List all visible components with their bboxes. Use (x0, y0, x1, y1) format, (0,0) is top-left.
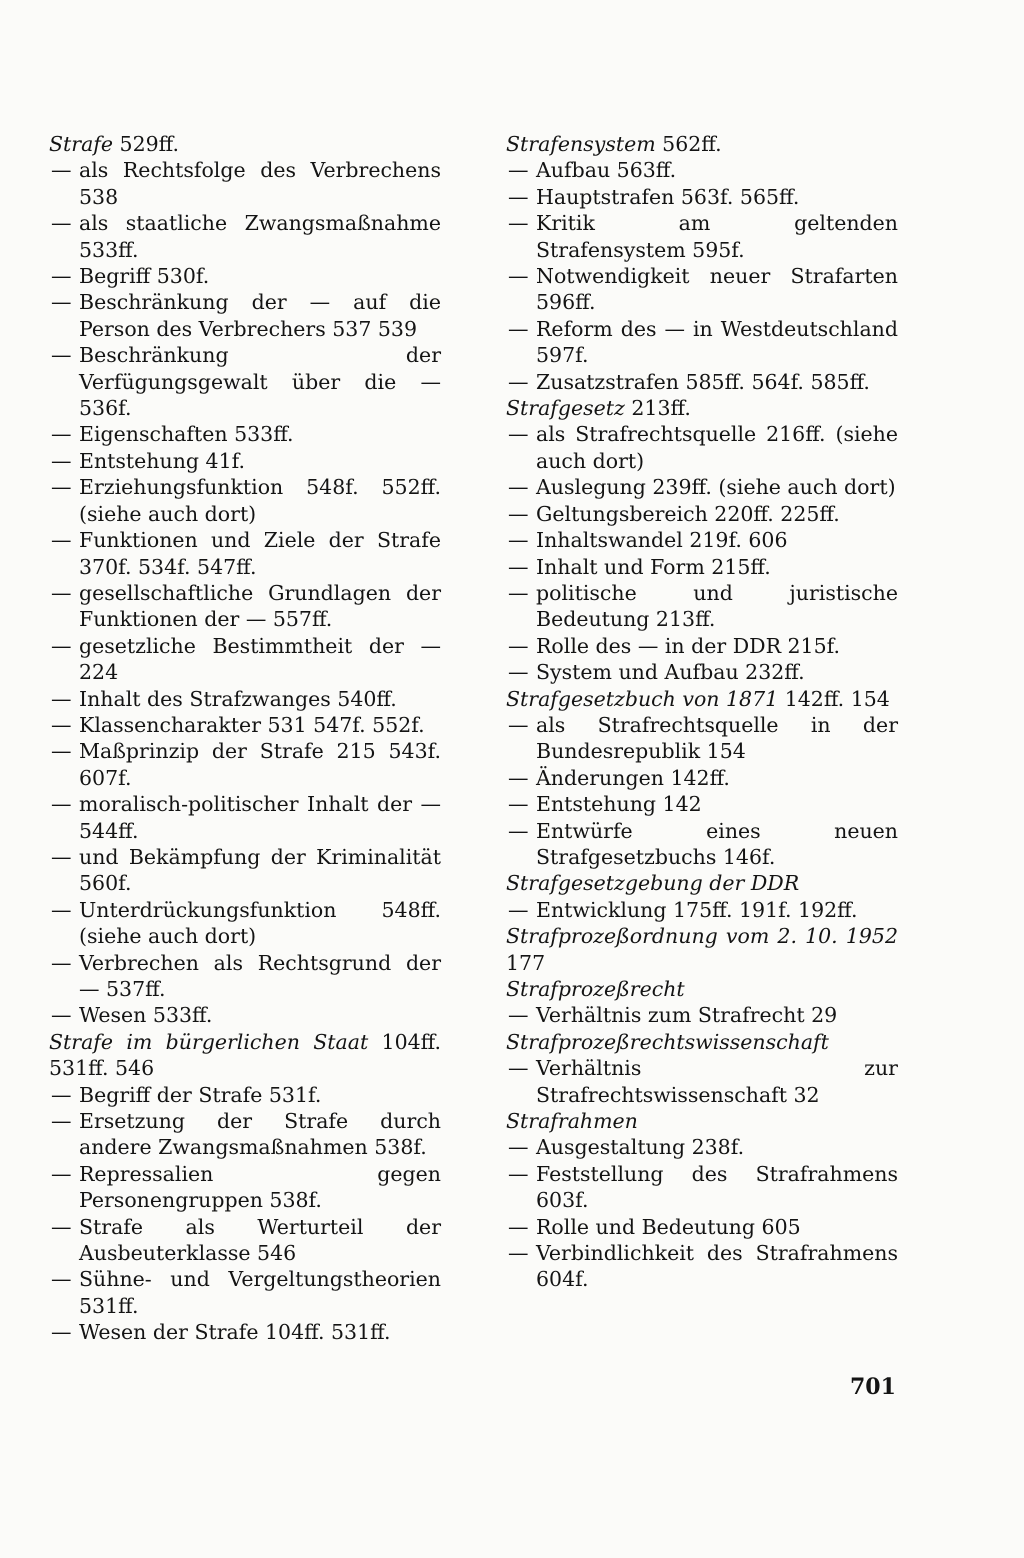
index-subentry-text: System und Aufbau 232ff. (536, 660, 805, 685)
index-subentry-text: Unterdrückungsfunktion 548ff. (siehe auch dort) (79, 897, 441, 949)
dash-marker: — (508, 633, 529, 658)
dash-marker: — (51, 633, 72, 658)
index-subentry-text: Verbrechen als Rechtsgrund der — 537ff. (79, 950, 441, 1001)
index-subentry (506, 527, 898, 553)
dash-marker: — (508, 211, 529, 236)
dash-marker: — (508, 1241, 529, 1266)
index-subentry-text: Wesen 533ff. (79, 1003, 213, 1028)
index-subentry (49, 342, 441, 421)
dash-marker: — (508, 422, 529, 447)
index-subentry (506, 818, 898, 871)
index-subentry-text: Verhältnis zum Strafrecht 29 (536, 1003, 838, 1028)
index-subentry-text: Kritik am geltenden Strafensystem 595f. (536, 211, 898, 262)
index-subentry-text: Ersetzung der Strafe durch andere Zwangsmaßnahmen 538f. (79, 1109, 441, 1160)
index-subentry-text: Erziehungsfunktion 548f. 552ff. (siehe auch dort) (79, 475, 441, 526)
index-subentry-text: Strafe als Werturteil der Ausbeuterklasse 546 (79, 1214, 441, 1266)
index-heading (506, 1108, 898, 1134)
dash-marker: — (508, 369, 529, 394)
dash-marker: — (508, 316, 529, 341)
index-column-left (49, 131, 441, 1346)
dash-marker: — (508, 712, 529, 737)
index-subentry-text: Geltungsbereich 220ff. 225ff. (536, 501, 840, 526)
dash-marker: — (508, 1135, 529, 1160)
index-subentry (506, 184, 898, 210)
index-subentry (49, 791, 441, 844)
index-subentry (49, 1108, 441, 1161)
dash-marker: — (51, 950, 72, 975)
dash-marker: — (508, 184, 529, 209)
dash-marker: — (51, 264, 72, 289)
index-subentry (49, 686, 441, 712)
index-subentry-text: Verhältnis zur Strafrechtswissenschaft 32 (536, 1056, 898, 1107)
index-subentry-text: Reform des — in Westdeutschland 597f. (536, 316, 898, 368)
index-subentry-text: Rolle des — in der DDR 215f. (536, 633, 841, 658)
dash-marker: — (51, 712, 72, 737)
dash-marker: — (51, 1003, 72, 1028)
index-subentry (506, 421, 898, 474)
dash-marker: — (51, 1214, 72, 1239)
index-subentry-text: Beschränkung der Verfügungsgewalt über die — 536f. (79, 343, 441, 421)
index-heading-term: Strafe (49, 132, 114, 156)
index-subentry (49, 1002, 441, 1028)
index-subentry-text: Begriff 530f. (79, 264, 210, 289)
index-heading (506, 686, 898, 712)
dash-marker: — (51, 844, 72, 869)
dash-marker: — (508, 264, 529, 289)
index-subentry (506, 897, 898, 923)
index-subentry (49, 474, 441, 527)
index-subentry (49, 527, 441, 580)
index-subentry-text: Entstehung 142 (536, 792, 702, 817)
index-heading-term: Strafprozeßrecht (506, 977, 685, 1001)
dash-marker: — (508, 1214, 529, 1239)
index-subentry (49, 950, 441, 1003)
index-subentry-text: Entwürfe eines neuen Strafgesetzbuchs 146f. (536, 818, 898, 869)
index-subentry (506, 501, 898, 527)
dash-marker: — (51, 686, 72, 711)
dash-marker: — (51, 792, 72, 817)
index-subentry-text: Repressalien gegen Personengruppen 538f. (79, 1161, 441, 1213)
dash-marker: — (508, 528, 529, 553)
dash-marker: — (51, 1082, 72, 1107)
index-heading-term: Strafprozeßrechtswissenschaft (506, 1029, 829, 1054)
index-subentry (506, 1055, 898, 1108)
index-subentry (49, 1319, 441, 1345)
index-subentry (506, 1240, 898, 1293)
index-subentry-text: Ausgestaltung 238f. (536, 1135, 745, 1160)
index-subentry-text: Inhaltswandel 219f. 606 (536, 528, 788, 553)
index-subentry (506, 210, 898, 263)
index-heading (506, 1029, 898, 1055)
index-subentry-text: als Rechtsfolge des Verbrechens 538 (79, 158, 441, 209)
index-subentry (506, 633, 898, 659)
index-subentry (506, 580, 898, 633)
index-heading (506, 923, 898, 976)
index-subentry (506, 791, 898, 817)
index-heading-refs: 104ff. 531ff. 546 (49, 1029, 442, 1081)
index-subentry (506, 1214, 898, 1240)
dash-marker: — (51, 1161, 72, 1186)
dash-marker: — (51, 739, 72, 764)
dash-marker: — (508, 580, 529, 605)
index-subentry (49, 738, 441, 791)
index-subentry (49, 897, 441, 950)
index-subentry (49, 712, 441, 738)
index-subentry (506, 316, 898, 369)
index-heading (49, 131, 441, 157)
index-heading-term: Strafgesetz (506, 396, 625, 421)
index-heading-refs: 562ff. (655, 132, 722, 156)
index-heading-refs: 177 (506, 950, 546, 975)
dash-marker: — (51, 528, 72, 553)
index-subentry-text: Änderungen 142ff. (536, 765, 730, 790)
dash-marker: — (508, 818, 529, 843)
index-heading (506, 976, 898, 1002)
index-heading-term: Strafrahmen (506, 1109, 638, 1134)
index-subentry-text: moralisch-politischer Inhalt der — 544ff. (79, 792, 441, 843)
index-subentry (506, 554, 898, 580)
index-subentry-text: Notwendigkeit neuer Strafarten 596ff. (536, 264, 898, 315)
index-subentry (506, 1161, 898, 1214)
index-column-right (506, 131, 898, 1293)
index-subentry-text: als Strafrechtsquelle 216ff. (siehe auch dort) (536, 422, 898, 473)
index-subentry-text: Klassencharakter 531 547f. 552f. (79, 712, 425, 737)
index-subentry (506, 263, 898, 316)
index-subentry-text: Auslegung 239ff. (siehe auch dort) (536, 475, 896, 500)
index-subentry-text: Eigenschaften 533ff. (79, 422, 294, 447)
index-subentry (49, 263, 441, 289)
index-subentry (506, 474, 898, 500)
dash-marker: — (508, 765, 529, 790)
index-subentry (49, 1082, 441, 1108)
index-subentry (49, 1161, 441, 1214)
dash-marker: — (508, 897, 529, 922)
index-subentry-text: Maßprinzip der Strafe 215 543f. 607f. (79, 739, 441, 790)
index-subentry (506, 157, 898, 183)
index-subentry (506, 369, 898, 395)
index-heading-refs: 213ff. (624, 396, 691, 421)
dash-marker: — (51, 475, 72, 500)
index-subentry-text: Aufbau 563ff. (536, 158, 677, 183)
dash-marker: — (508, 554, 529, 579)
index-subentry (49, 448, 441, 474)
dash-marker: — (508, 1003, 529, 1028)
dash-marker: — (51, 290, 72, 315)
dash-marker: — (508, 1161, 529, 1186)
page-number: 701 (850, 1374, 896, 1400)
index-subentry (49, 1214, 441, 1267)
index-subentry-text: Zusatzstrafen 585ff. 564f. 585ff. (536, 369, 870, 394)
index-subentry-text: Beschränkung der — auf die Person des Verbrechers 537 539 (79, 290, 441, 341)
index-subentry (49, 580, 441, 633)
index-heading (506, 395, 898, 421)
index-subentry (49, 421, 441, 447)
dash-marker: — (508, 660, 529, 685)
index-subentry (49, 289, 441, 342)
dash-marker: — (508, 792, 529, 817)
dash-marker: — (51, 343, 72, 368)
index-subentry (506, 765, 898, 791)
index-subentry (506, 712, 898, 765)
index-subentry (506, 1134, 898, 1160)
index-subentry-text: Inhalt des Strafzwanges 540ff. (79, 686, 397, 711)
index-subentry-text: Funktionen und Ziele der Strafe 370f. 534f. 547ff. (79, 528, 441, 579)
index-subentry-text: Inhalt und Form 215ff. (536, 554, 771, 579)
index-heading-refs: 142ff. 154 (778, 686, 890, 711)
dash-marker: — (51, 422, 72, 447)
dash-marker: — (51, 580, 72, 605)
index-subentry-text: und Bekämpfung der Kriminalität 560f. (79, 844, 441, 896)
index-subentry-text: politische und juristische Bedeutung 213ff. (536, 580, 898, 632)
dash-marker: — (51, 897, 72, 922)
index-heading-term: Strafprozeßordnung vom 2. 10. 1952 (506, 924, 898, 949)
index-heading (506, 870, 898, 896)
index-subentry-text: Entwicklung 175ff. 191f. 192ff. (536, 897, 858, 922)
index-subentry-text: Rolle und Bedeutung 605 (536, 1214, 801, 1239)
index-heading-term: Strafgesetzbuch von 1871 (506, 686, 779, 711)
index-subentry-text: Verbindlichkeit des Strafrahmens 604f. (536, 1241, 898, 1292)
dash-marker: — (51, 211, 72, 236)
index-subentry-text: Entstehung 41f. (79, 448, 246, 473)
index-subentry-text: Feststellung des Strafrahmens 603f. (536, 1161, 898, 1213)
index-heading-term: Strafe im bürgerlichen Staat (49, 1029, 369, 1054)
index-subentry-text: als staatliche Zwangsmaßnahme 533ff. (79, 211, 441, 262)
dash-marker: — (508, 501, 529, 526)
dash-marker: — (51, 158, 72, 183)
index-subentry (506, 659, 898, 685)
index-subentry-text: als Strafrechtsquelle in der Bundesrepublik 154 (536, 712, 898, 764)
index-heading-refs: 529ff. (113, 132, 180, 156)
index-subentry (506, 1002, 898, 1028)
dash-marker: — (51, 1109, 72, 1134)
index-subentry (49, 210, 441, 263)
index-heading (49, 1029, 441, 1082)
index-heading-term: Strafgesetzgebung der DDR (506, 871, 800, 896)
index-subentry (49, 633, 441, 686)
index-subentry-text: gesellschaftliche Grundlagen der Funktionen der — 557ff. (79, 580, 441, 632)
dash-marker: — (51, 1320, 72, 1345)
dash-marker: — (508, 158, 529, 183)
index-heading (506, 131, 898, 157)
dash-marker: — (51, 448, 72, 473)
dash-marker: — (51, 1267, 72, 1292)
index-subentry-text: Sühne- und Vergeltungstheorien 531ff. (79, 1267, 441, 1318)
index-heading-term: Strafensystem (506, 132, 656, 156)
dash-marker: — (508, 475, 529, 500)
index-subentry (49, 1266, 441, 1319)
dash-marker: — (508, 1056, 529, 1081)
index-subentry-text: Wesen der Strafe 104ff. 531ff. (79, 1320, 391, 1345)
index-subentry (49, 157, 441, 210)
index-subentry-text: Begriff der Strafe 531f. (79, 1082, 322, 1107)
index-subentry (49, 844, 441, 897)
index-subentry-text: Hauptstrafen 563f. 565ff. (536, 184, 800, 209)
index-subentry-text: gesetzliche Bestimmtheit der — 224 (79, 633, 441, 685)
